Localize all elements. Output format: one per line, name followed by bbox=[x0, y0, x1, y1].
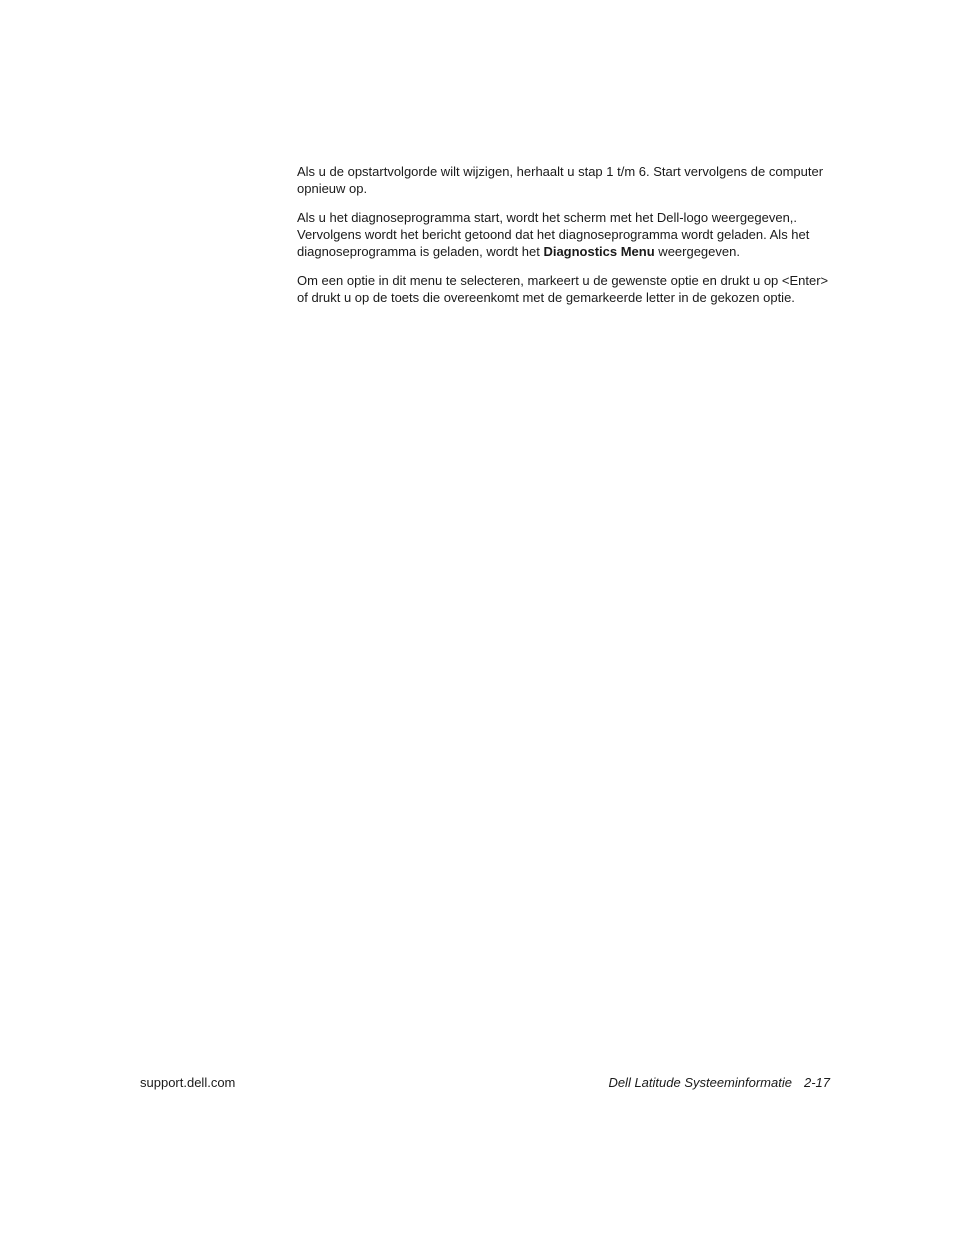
footer-page-number: 2-17 bbox=[803, 1075, 830, 1090]
body-text bbox=[297, 163, 832, 318]
footer-running-head bbox=[608, 1074, 830, 1091]
paragraph-boot-order-text: Als u de opstartvolgorde wilt wijzigen, herhaalt u stap 1 t/m 6. Start vervolgens de computer opnieuw op. bbox=[297, 164, 824, 196]
paragraph-diagnostics-end-text: weergegeven. bbox=[654, 244, 740, 259]
footer-doc-title: Dell Latitude Systeeminformatie bbox=[608, 1075, 792, 1090]
paragraph-diagnostics-start bbox=[297, 209, 832, 260]
paragraph-select-option bbox=[297, 272, 832, 306]
paragraph-select-option-text: Om een optie in dit menu te selecteren, markeert u de gewenste optie en drukt u op <Enter> of drukt u op de toets die overeenkomt met de gemarkeerde letter in de gekozen optie. bbox=[297, 273, 829, 305]
paragraph-boot-order bbox=[297, 163, 832, 197]
paragraph-diagnostics-start-text: Als u het diagnoseprogramma start, wordt het scherm met het Dell-logo weergegeven,. Vervolgens wordt het bericht getoond dat het diagnoseprogramma wordt geladen. Als het diagnoseprogramma is geladen, wordt het bbox=[297, 210, 810, 259]
footer-website: support.dell.com bbox=[140, 1075, 236, 1090]
diagnostics-menu-term: Diagnostics Menu bbox=[543, 244, 655, 259]
